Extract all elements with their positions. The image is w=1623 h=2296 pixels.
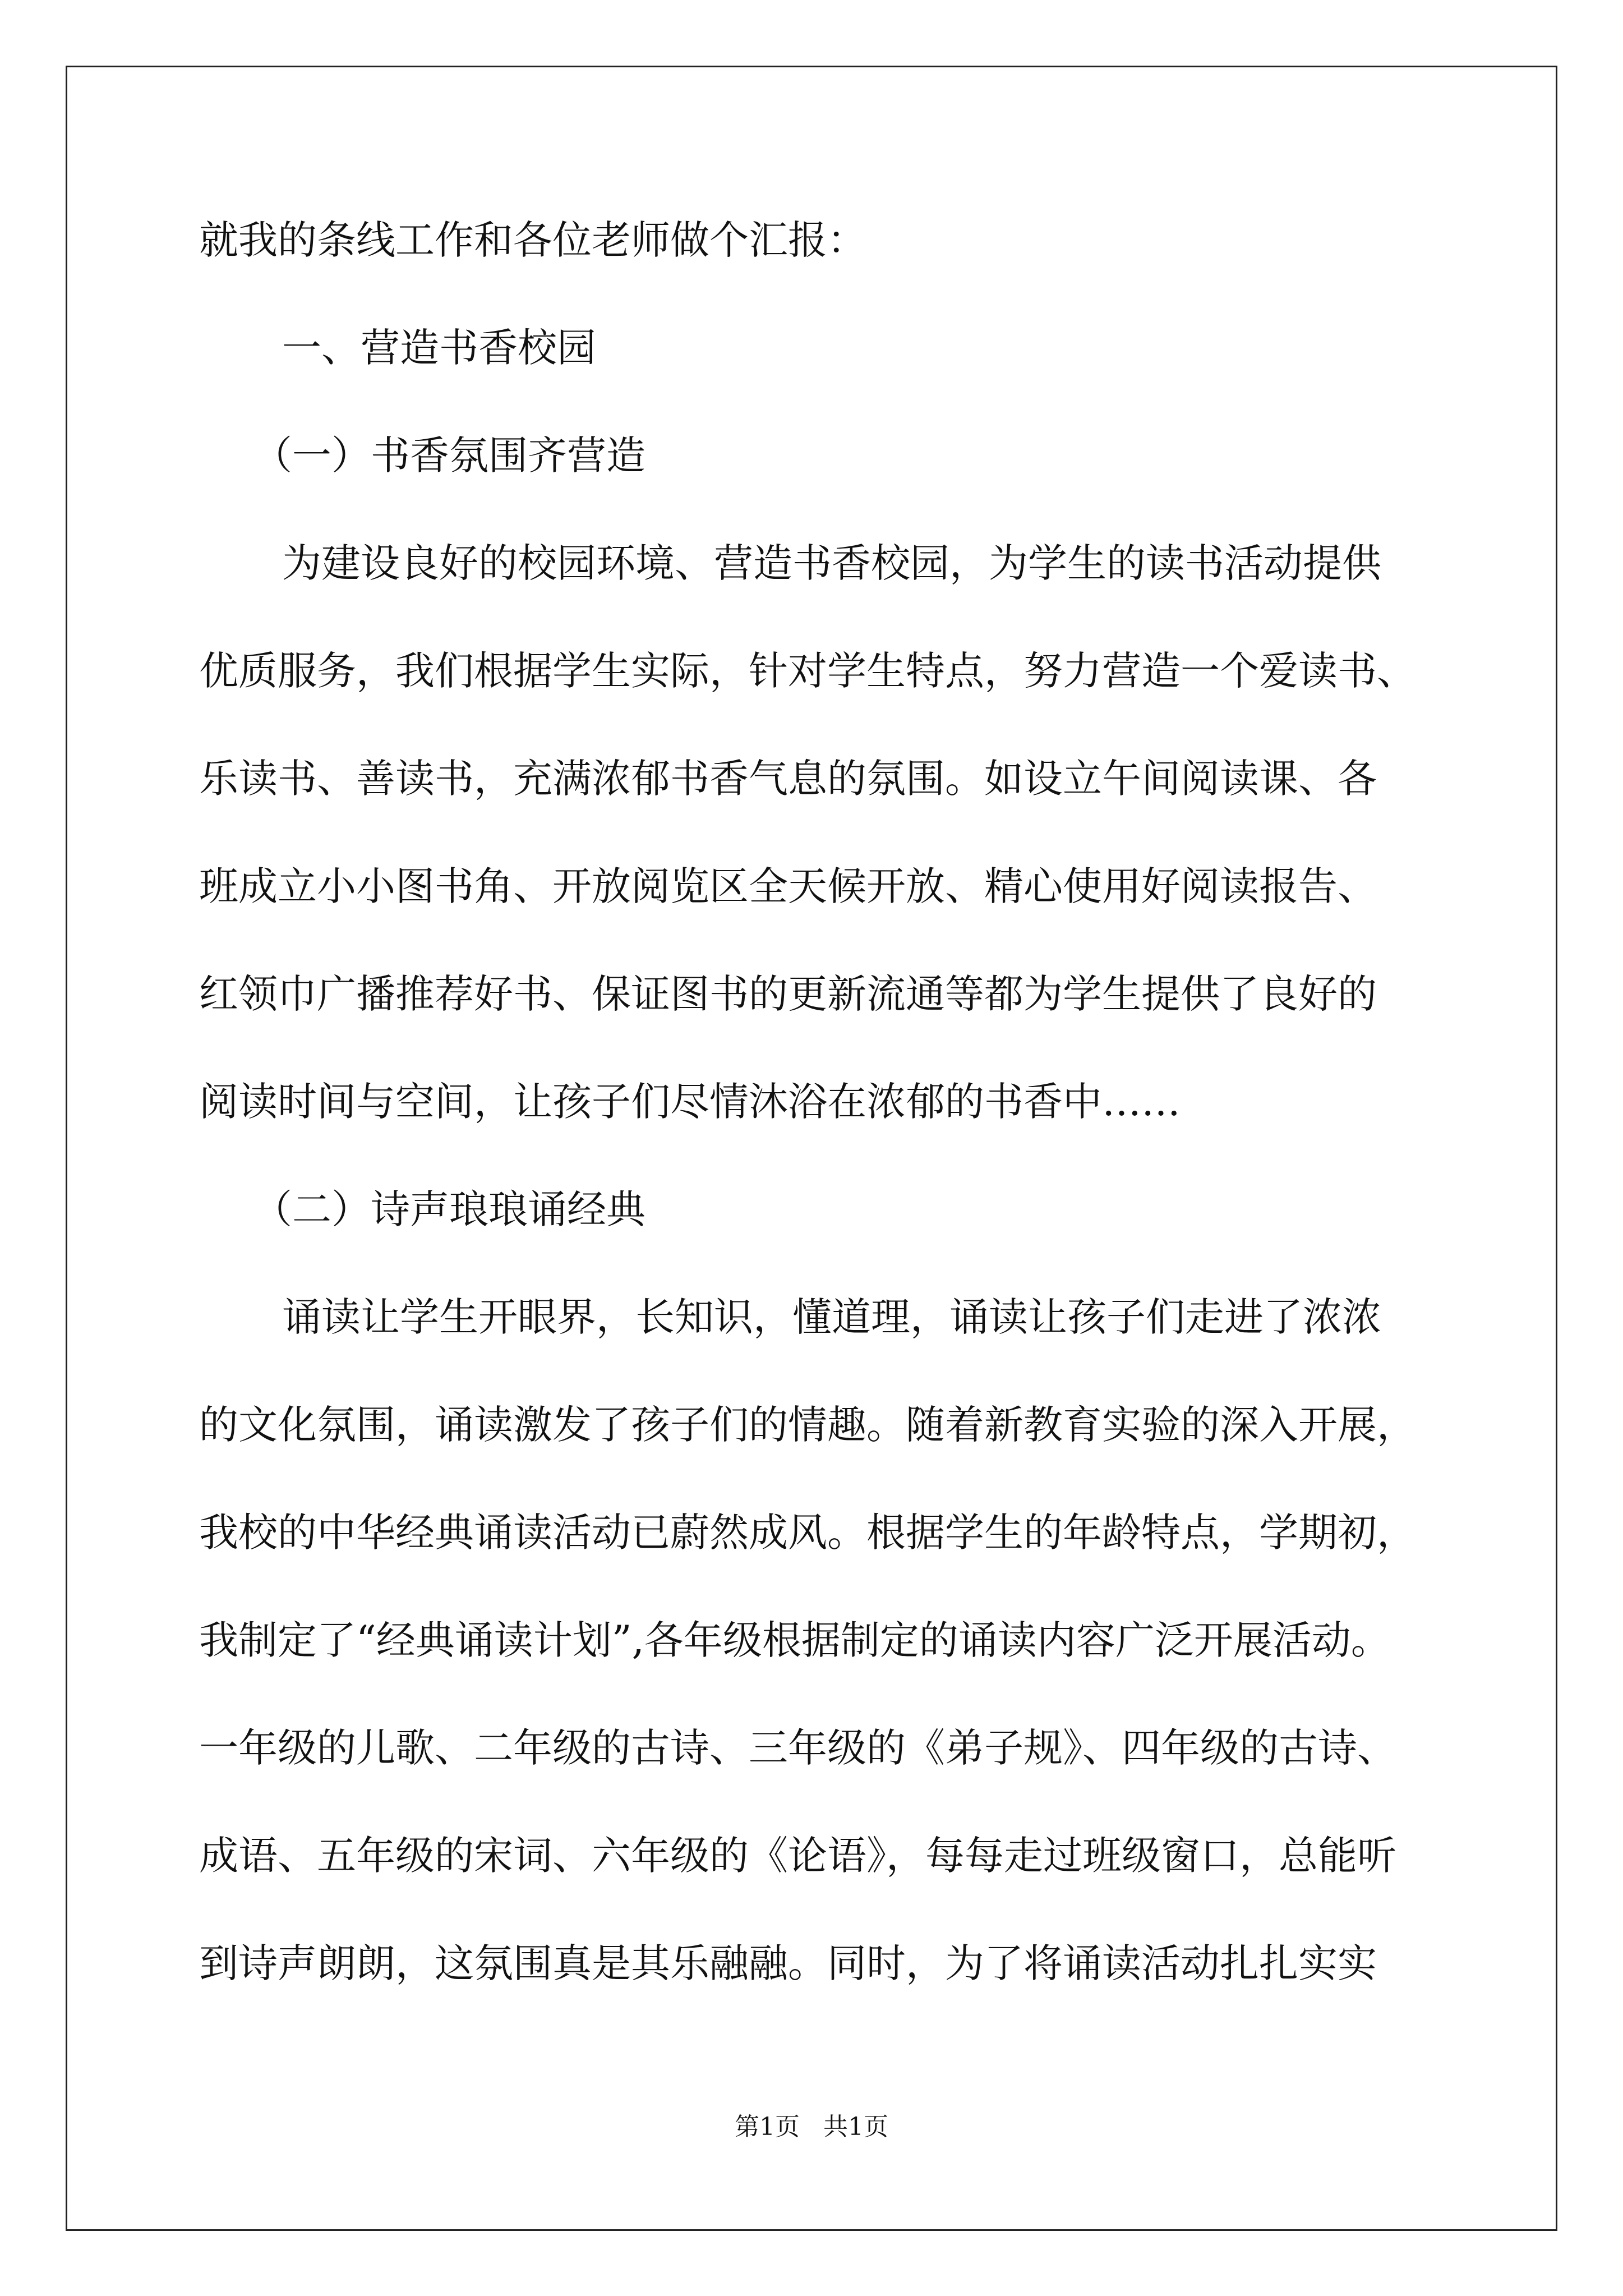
text-line: 阅读时间与空间，让孩子们尽情沐浴在浓郁的书香中…… — [199, 1079, 1181, 1125]
subsection-heading: （一）书香氛围齐营造 — [253, 432, 645, 478]
section-heading: 一、营造书香校园 — [282, 325, 596, 371]
text-line: 班成立小小图书角、开放阅览区全天候开放、精心使用好阅读报告、 — [199, 863, 1377, 909]
subsection-heading: （二）诗声琅琅诵经典 — [253, 1186, 645, 1232]
text-line: 的文化氛围，诵读激发了孩子们的情趣。随着新教育实验的深入开展， — [199, 1402, 1416, 1448]
text-line: 乐读书、善读书，充满浓郁书香气息的氛围。如设立午间阅读课、各 — [199, 756, 1377, 802]
page-footer: 第1页 共1页 — [735, 2113, 888, 2141]
text-line: 优质服务，我们根据学生实际，针对学生特点，努力营造一个爱读书、 — [199, 648, 1416, 694]
text-line: 成语、五年级的宋词、六年级的《论语》，每每走过班级窗口，总能听 — [199, 1833, 1396, 1879]
text-line: 红领巾广播推荐好书、保证图书的更新流通等都为学生提供了良好的 — [199, 971, 1377, 1017]
text-line: 为建设良好的校园环境、营造书香校园，为学生的读书活动提供 — [282, 540, 1381, 586]
text-line: 就我的条线工作和各位老师做个汇报： — [199, 217, 866, 263]
text-line: 到诗声朗朗，这氛围真是其乐融融。同时，为了将诵读活动扎扎实实 — [199, 1940, 1377, 1986]
text-line: 诵读让学生开眼界，长知识，懂道理，诵读让孩子们走进了浓浓 — [282, 1294, 1381, 1340]
text-line: 一年级的儿歌、二年级的古诗、三年级的《弟子规》、四年级的古诗、 — [199, 1725, 1396, 1771]
text-line: 我制定了“经典诵读计划”,各年级根据制定的诵读内容广泛开展活动。 — [199, 1617, 1390, 1663]
document-body — [199, 213, 1458, 2044]
text-line: 我校的中华经典诵读活动已蔚然成风。根据学生的年龄特点，学期初， — [199, 1510, 1416, 1556]
